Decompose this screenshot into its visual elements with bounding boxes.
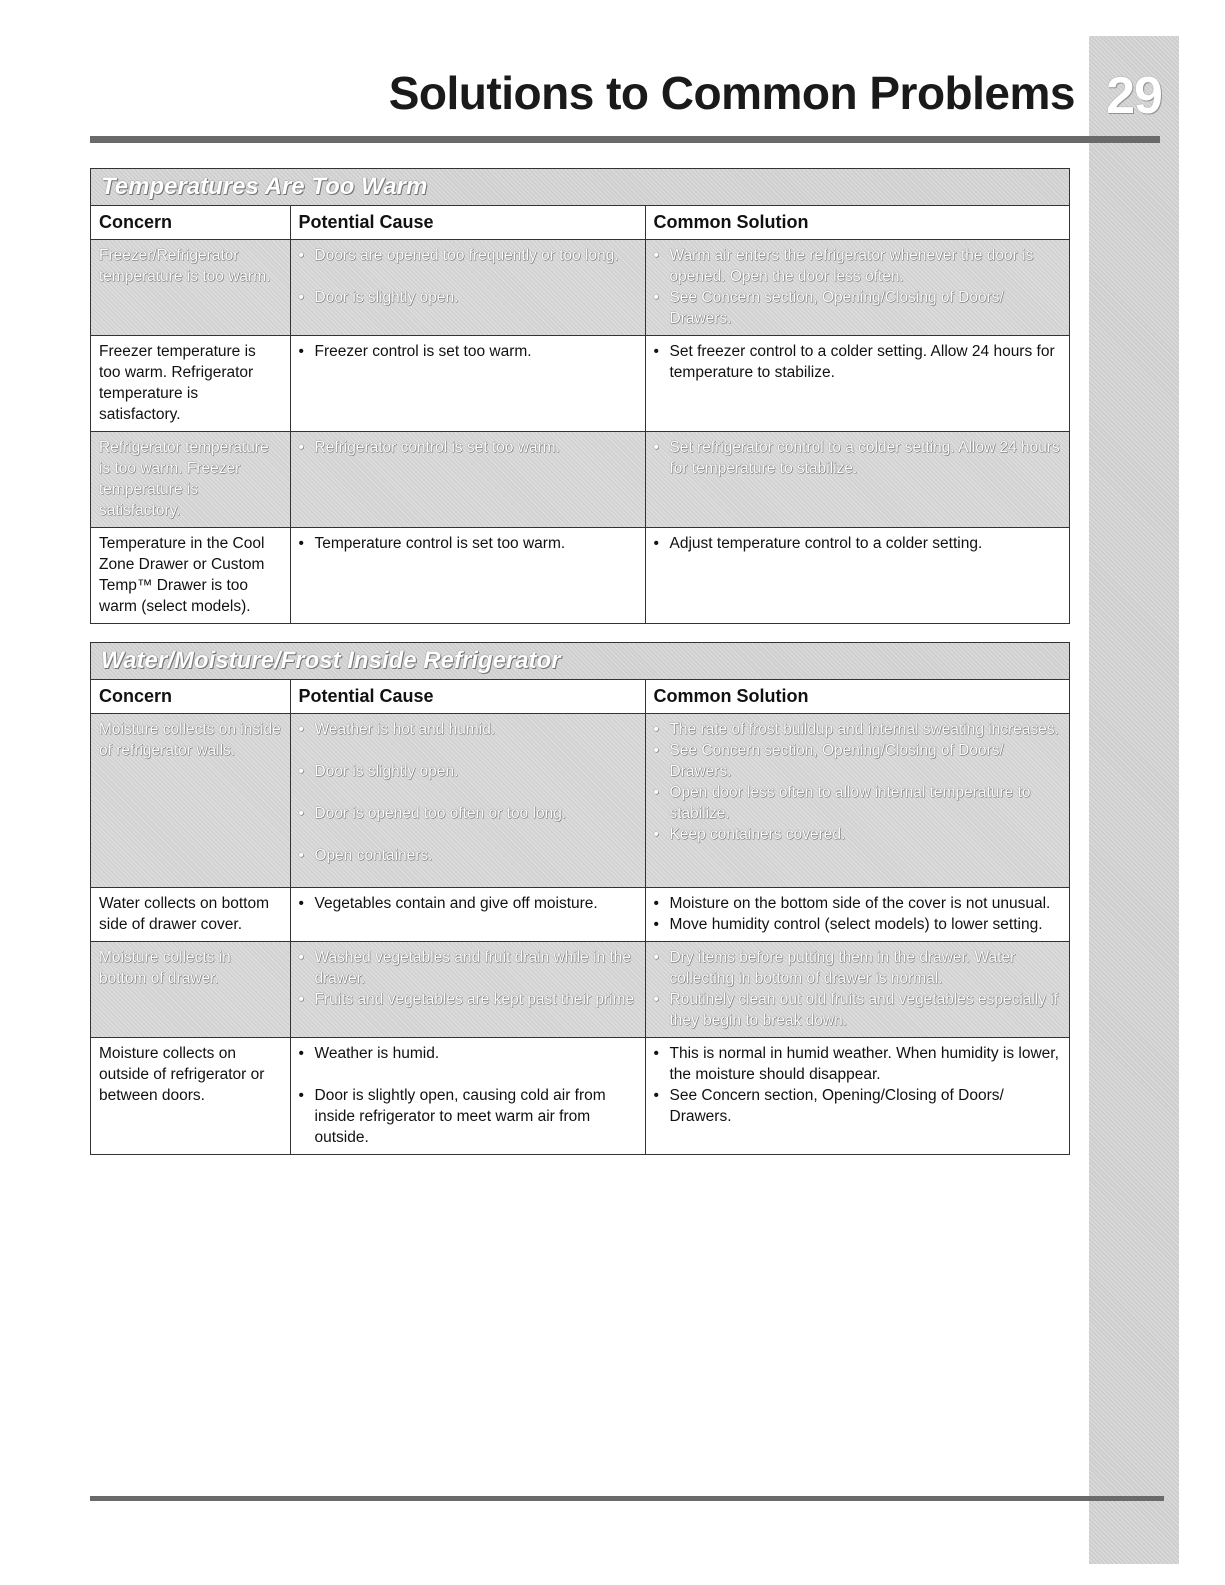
cause-item: • Door is opened too often or too long. [299,803,637,824]
page-number: 29 [1106,67,1162,125]
cause-item: • Refrigerator control is set too warm. [299,437,637,458]
table-header-row [91,680,1069,714]
cause-cell [290,888,645,942]
troubleshooting-table [91,680,1069,1154]
solution-cell [645,336,1069,432]
side-tab-band [1089,36,1179,1564]
solution-item: • See Concern section, Opening/Closing of Doors/ Drawers. [654,740,1062,782]
solution-cell [645,1038,1069,1155]
solution-cell [645,432,1069,528]
cause-item: • Weather is humid. [299,1043,637,1064]
column-header-cause: Potential Cause [290,206,645,240]
column-header-concern: Concern [91,680,290,714]
cause-cell [290,1038,645,1155]
column-header-solution: Common Solution [645,680,1069,714]
section-water-moisture-frost [90,642,1070,1155]
solution-cell [645,714,1069,888]
solution-item: • Routinely clean out old fruits and vegetables especially if they begin to break down. [654,989,1062,1031]
solution-item: • Set freezer control to a colder setting. Allow 24 hours for temperature to stabilize. [654,341,1062,383]
section-title: Temperatures Are Too Warm [91,169,1069,206]
solution-item: • Set refrigerator control to a colder setting. Allow 24 hours for temperature to stabilize. [654,437,1062,479]
solution-item: • See Concern section, Opening/Closing of Doors/ Drawers. [654,287,1062,329]
concern-cell: Freezer/Refrigerator temperature is too warm. [91,240,290,336]
cause-item: • Open containers. [299,845,637,866]
column-header-cause: Potential Cause [290,680,645,714]
concern-cell: Moisture collects on outside of refrigerator or between doors. [91,1038,290,1155]
cause-item: • Vegetables contain and give off moisture. [299,893,637,914]
solution-item: • Move humidity control (select models) to lower setting. [654,914,1062,935]
table-row [91,714,1069,888]
solution-item: • See Concern section, Opening/Closing of Doors/ Drawers. [654,1085,1062,1127]
cause-item: • Weather is hot and humid. [299,719,637,740]
solution-item: • Warm air enters the refrigerator whenever the door is opened. Open the door less often. [654,245,1062,287]
section-title: Water/Moisture/Frost Inside Refrigerator [91,643,1069,680]
solution-cell [645,528,1069,624]
header-rule [90,136,1160,143]
solution-item: • Open door less often to allow internal temperature to stabilize. [654,782,1062,824]
column-header-solution: Common Solution [645,206,1069,240]
table-row [91,888,1069,942]
cause-cell [290,942,645,1038]
cause-cell [290,336,645,432]
cause-item: • Freezer control is set too warm. [299,341,637,362]
solution-item: • Dry items before putting them in the drawer. Water collecting in bottom of drawer is normal. [654,947,1062,989]
cause-cell [290,714,645,888]
concern-cell: Moisture collects in bottom of drawer. [91,942,290,1038]
solution-item: • Moisture on the bottom side of the cover is not unusual. [654,893,1062,914]
table-row [91,942,1069,1038]
concern-cell: Freezer temperature is too warm. Refrigerator temperature is satisfactory. [91,336,290,432]
solution-item: • Adjust temperature control to a colder setting. [654,533,1062,554]
cause-item: • Door is slightly open, causing cold air from inside refrigerator to meet warm air from outside. [299,1085,637,1148]
cause-item: • Door is slightly open. [299,761,637,782]
table-row [91,336,1069,432]
cause-cell [290,240,645,336]
solution-cell [645,240,1069,336]
table-row [91,432,1069,528]
concern-cell: Temperature in the Cool Zone Drawer or Custom Temp™ Drawer is too warm (select models). [91,528,290,624]
cause-item: • Door is slightly open. [299,287,637,308]
concern-cell: Refrigerator temperature is too warm. Freezer temperature is satisfactory. [91,432,290,528]
cause-item: • Temperature control is set too warm. [299,533,637,554]
solution-item: • This is normal in humid weather. When humidity is lower, the moisture should disappear. [654,1043,1062,1085]
solution-item: • The rate of frost buildup and internal sweating increases. [654,719,1062,740]
section-temperatures-too-warm [90,168,1070,624]
table-header-row [91,206,1069,240]
cause-item: • Fruits and vegetables are kept past their prime [299,989,637,1010]
solution-cell [645,942,1069,1038]
footer-rule [90,1496,1164,1501]
concern-cell: Water collects on bottom side of drawer cover. [91,888,290,942]
page-title: Solutions to Common Problems [388,67,1075,119]
table-row [91,528,1069,624]
cause-item: • Washed vegetables and fruit drain while in the drawer. [299,947,637,989]
troubleshooting-table [91,206,1069,623]
cause-cell [290,528,645,624]
solution-item: • Keep containers covered. [654,824,1062,845]
solution-cell [645,888,1069,942]
column-header-concern: Concern [91,206,290,240]
table-row [91,240,1069,336]
cause-cell [290,432,645,528]
cause-item: • Doors are opened too frequently or too long. [299,245,637,266]
table-row [91,1038,1069,1155]
concern-cell: Moisture collects on inside of refrigerator walls. [91,714,290,888]
